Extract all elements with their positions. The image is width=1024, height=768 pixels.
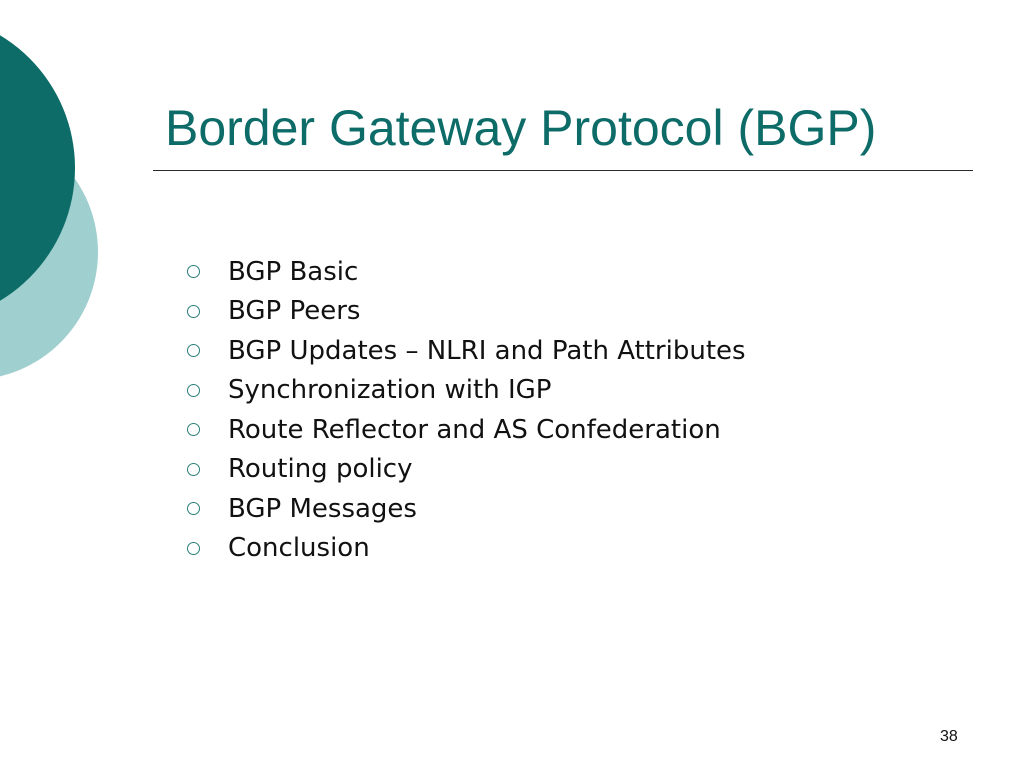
hollow-circle-icon bbox=[187, 423, 200, 436]
list-item bbox=[185, 252, 746, 292]
bullet-text: Routing policy bbox=[228, 454, 413, 485]
bullet-text: BGP Messages bbox=[228, 493, 417, 524]
hollow-circle-icon bbox=[187, 344, 200, 357]
bullet-text: Route Reflector and AS Confederation bbox=[228, 414, 721, 445]
list-item bbox=[185, 529, 746, 569]
hollow-circle-icon bbox=[187, 463, 200, 476]
list-item bbox=[185, 371, 746, 411]
list-item bbox=[185, 410, 746, 450]
list-item bbox=[185, 489, 746, 529]
hollow-circle-icon bbox=[187, 265, 200, 278]
decorative-circles bbox=[0, 0, 120, 420]
bullet-text: BGP Peers bbox=[228, 296, 361, 327]
bullet-list bbox=[185, 252, 746, 568]
hollow-circle-icon bbox=[187, 542, 200, 555]
bullet-text: BGP Basic bbox=[228, 256, 359, 287]
hollow-circle-icon bbox=[187, 305, 200, 318]
title-divider bbox=[153, 170, 973, 171]
list-item bbox=[185, 331, 746, 371]
list-item bbox=[185, 292, 746, 332]
bullet-text: Conclusion bbox=[228, 533, 370, 564]
page-number: 38 bbox=[940, 728, 958, 745]
bullet-text: BGP Updates – NLRI and Path Attributes bbox=[228, 335, 746, 366]
slide-title: Border Gateway Protocol (BGP) bbox=[165, 100, 877, 156]
list-item bbox=[185, 450, 746, 490]
hollow-circle-icon bbox=[187, 502, 200, 515]
hollow-circle-icon bbox=[187, 384, 200, 397]
bullet-text: Synchronization with IGP bbox=[228, 375, 552, 406]
